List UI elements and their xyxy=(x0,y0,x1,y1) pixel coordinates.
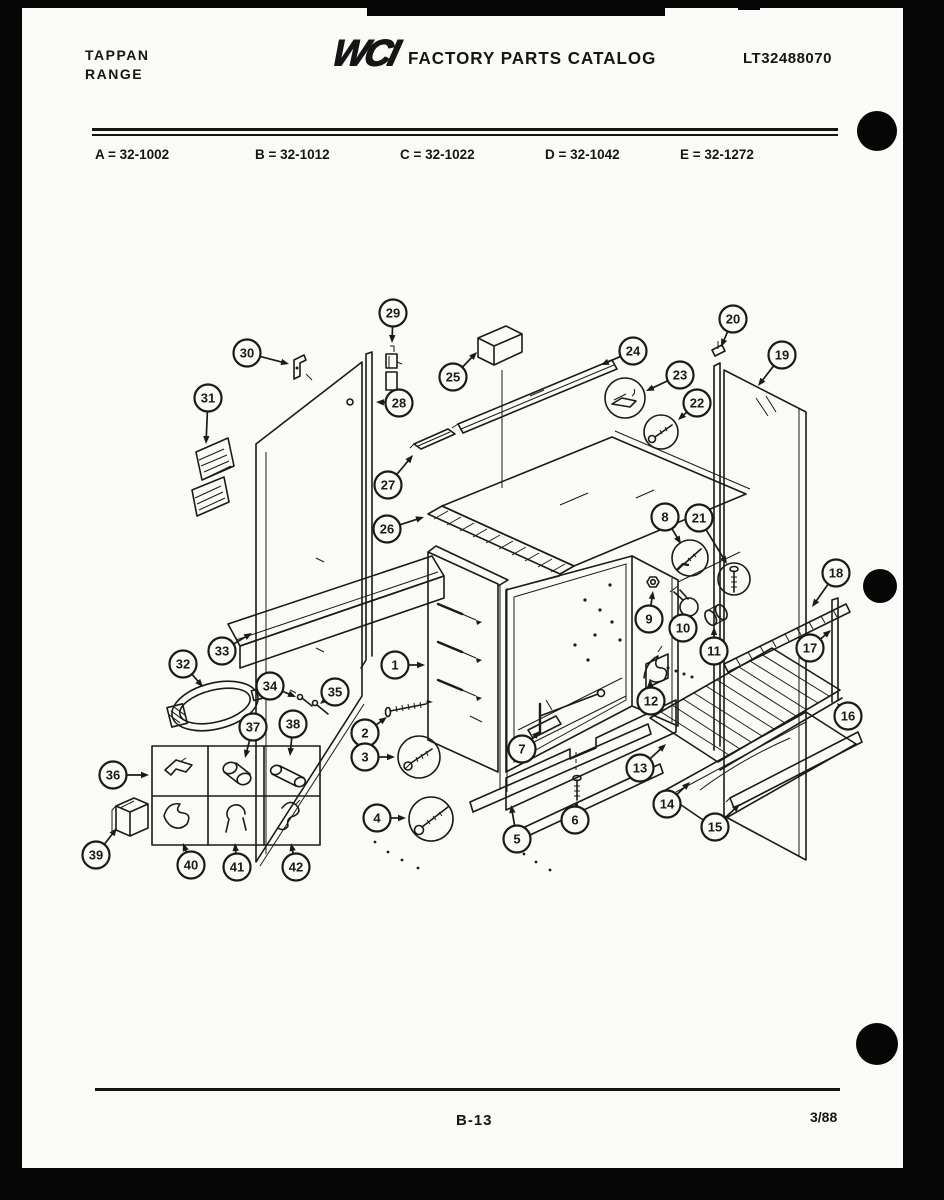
svg-text:39: 39 xyxy=(88,847,104,863)
callout-2 xyxy=(352,717,388,747)
wci-logo: WCI xyxy=(328,32,402,73)
callout-9 xyxy=(636,591,663,633)
svg-text:41: 41 xyxy=(229,859,245,875)
door-latch xyxy=(528,690,605,739)
model-d: D = 32-1042 xyxy=(545,147,620,162)
callout-3 xyxy=(352,744,396,771)
grommet xyxy=(703,603,730,627)
hinge-bracket xyxy=(294,355,312,380)
lower-shelf xyxy=(228,556,444,668)
svg-text:35: 35 xyxy=(327,684,343,700)
callout-32 xyxy=(170,651,204,688)
insulation-pads xyxy=(192,438,234,516)
part-cell-hook xyxy=(278,800,300,830)
callout-39 xyxy=(83,828,118,869)
callout-8 xyxy=(652,504,682,545)
svg-text:31: 31 xyxy=(200,390,216,406)
callout-4 xyxy=(364,805,407,832)
callout-36 xyxy=(100,762,150,789)
svg-text:19: 19 xyxy=(774,347,790,363)
part-cell-spring-clamp xyxy=(164,804,189,828)
svg-text:7: 7 xyxy=(518,741,526,757)
svg-text:18: 18 xyxy=(828,565,844,581)
callout-30 xyxy=(234,340,290,367)
callout-24 xyxy=(601,338,647,366)
model-c: C = 32-1022 xyxy=(400,147,475,162)
callout-34 xyxy=(257,673,297,700)
callout-29 xyxy=(380,300,407,344)
part-cell-drum xyxy=(222,760,253,786)
svg-text:21: 21 xyxy=(691,510,707,526)
interior-speckles xyxy=(573,583,621,661)
callout-22 xyxy=(678,390,711,421)
callout-40 xyxy=(178,843,205,879)
callout-41 xyxy=(224,843,251,881)
callout-5 xyxy=(504,805,531,853)
callout-6 xyxy=(562,801,589,834)
detail-circle-bolt-21 xyxy=(718,563,750,595)
mounting-box xyxy=(112,798,148,836)
brand-line1: TAPPAN xyxy=(85,47,150,63)
svg-text:3: 3 xyxy=(361,749,369,765)
part-cell-clip xyxy=(165,758,192,775)
svg-text:30: 30 xyxy=(239,345,255,361)
punch-hole-middle xyxy=(863,569,897,603)
svg-text:2: 2 xyxy=(361,725,369,741)
callout-23 xyxy=(646,362,694,392)
callout-12 xyxy=(638,679,665,715)
svg-text:9: 9 xyxy=(645,611,653,627)
svg-text:40: 40 xyxy=(183,857,199,873)
hex-nut xyxy=(647,577,659,587)
small-parts-table xyxy=(152,746,320,845)
scan-mark-small-1 xyxy=(497,0,511,6)
svg-text:23: 23 xyxy=(672,367,688,383)
oven-shelf-panel xyxy=(659,712,856,826)
part-cell-wire-loop xyxy=(226,805,246,832)
svg-text:42: 42 xyxy=(288,859,304,875)
bottom-side-rail xyxy=(726,732,862,808)
svg-text:15: 15 xyxy=(707,819,723,835)
document-number: LT32488070 xyxy=(743,50,832,67)
svg-text:22: 22 xyxy=(689,395,705,411)
svg-text:6: 6 xyxy=(571,812,579,828)
svg-text:25: 25 xyxy=(445,369,461,385)
callout-19 xyxy=(758,342,796,387)
svg-text:36: 36 xyxy=(105,767,121,783)
callout-20 xyxy=(720,306,747,348)
callout-25 xyxy=(440,352,478,391)
detail-circle-bolt-4 xyxy=(409,797,453,841)
svg-text:28: 28 xyxy=(391,395,407,411)
svg-text:20: 20 xyxy=(725,311,741,327)
svg-text:5: 5 xyxy=(513,831,521,847)
svg-text:27: 27 xyxy=(380,477,396,493)
svg-text:1: 1 xyxy=(391,657,399,673)
callout-13 xyxy=(627,744,667,782)
callout-10 xyxy=(670,615,697,642)
svg-text:17: 17 xyxy=(802,640,818,656)
callout-27 xyxy=(375,455,414,499)
svg-text:4: 4 xyxy=(373,810,381,826)
callout-37 xyxy=(240,714,267,759)
svg-text:37: 37 xyxy=(245,719,261,735)
catalog-title: FACTORY PARTS CATALOG xyxy=(408,48,657,69)
callout-31 xyxy=(195,385,222,445)
svg-text:8: 8 xyxy=(661,509,669,525)
footer-page-number: B-13 xyxy=(456,1112,493,1129)
carriage-bolt xyxy=(573,776,581,801)
cabinet-left-panel xyxy=(428,546,508,772)
footer-rule xyxy=(95,1088,840,1091)
part-cell-roller xyxy=(269,764,307,788)
callout-35 xyxy=(320,679,349,706)
svg-text:29: 29 xyxy=(385,305,401,321)
svg-text:34: 34 xyxy=(262,678,278,694)
punch-hole-bottom xyxy=(856,1023,898,1065)
svg-text:13: 13 xyxy=(632,760,648,776)
detail-circle-screw-3 xyxy=(398,736,440,778)
callout-38 xyxy=(280,711,307,757)
scan-border-bottom xyxy=(0,1168,944,1200)
detail-circle-bracket-23 xyxy=(605,378,645,418)
svg-text:11: 11 xyxy=(707,643,721,659)
svg-text:24: 24 xyxy=(625,343,641,359)
svg-text:26: 26 xyxy=(379,521,395,537)
svg-text:14: 14 xyxy=(659,796,675,812)
long-screw xyxy=(386,700,434,717)
left-side-panel xyxy=(256,362,364,866)
svg-text:33: 33 xyxy=(214,643,230,659)
scan-border-right xyxy=(903,0,944,1200)
svg-text:10: 10 xyxy=(675,620,691,636)
callout-42 xyxy=(283,843,310,881)
side-rail-upper xyxy=(724,604,850,672)
scan-border-left xyxy=(0,0,22,1200)
model-e: E = 32-1272 xyxy=(680,147,754,162)
detail-circle-screw-22 xyxy=(644,415,678,449)
callout-18 xyxy=(812,560,850,608)
detail-circle-screw-8 xyxy=(672,540,708,576)
scan-mark-top-bar xyxy=(367,0,665,16)
channel-bracket xyxy=(410,429,455,449)
svg-text:12: 12 xyxy=(643,693,659,709)
callout-33 xyxy=(209,633,253,665)
punch-hole-top xyxy=(857,111,897,151)
brand-line2: RANGE xyxy=(85,66,144,82)
oven-lamp-bulb xyxy=(670,586,698,616)
model-a: A = 32-1002 xyxy=(95,147,170,162)
callout-7 xyxy=(509,731,541,763)
callout-16 xyxy=(835,703,862,730)
svg-text:16: 16 xyxy=(840,708,856,724)
footer-date-code: 3/88 xyxy=(810,1109,838,1125)
scan-mark-small-2 xyxy=(738,0,760,10)
top-back-rail xyxy=(452,360,617,433)
callout-28 xyxy=(376,390,413,417)
svg-text:32: 32 xyxy=(175,656,191,672)
callout-1 xyxy=(382,652,426,679)
callout-17 xyxy=(797,630,832,662)
svg-text:38: 38 xyxy=(285,716,301,732)
model-b: B = 32-1012 xyxy=(255,147,330,162)
callout-26 xyxy=(374,516,425,543)
hinge-pin-part xyxy=(386,346,402,390)
